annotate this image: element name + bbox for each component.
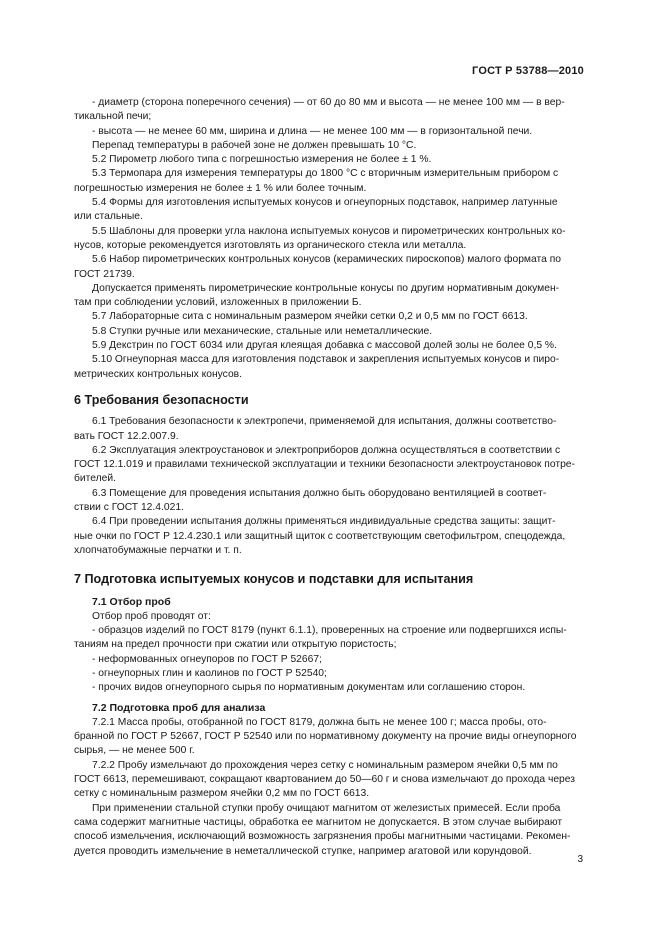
text-line: ГОСТ 21739. bbox=[74, 268, 135, 280]
page-number: 3 bbox=[577, 854, 583, 865]
paragraph bbox=[74, 444, 588, 487]
paragraph bbox=[74, 196, 588, 225]
paragraph bbox=[74, 253, 588, 282]
section-5-continuation bbox=[74, 96, 588, 382]
text-line: 6.2 Эксплуатация электроустановок и электроприборов должна осуществляться в соответствии с bbox=[92, 444, 561, 456]
text-line: ГОСТ 6613, перемешивают, сокращают квартованием до 50—60 г и снова измельчают до прохода через bbox=[74, 774, 576, 786]
text-line: сырья, — не менее 500 г. bbox=[74, 745, 195, 757]
text-line: - неформованных огнеупоров по ГОСТ Р 52667; bbox=[92, 653, 322, 665]
paragraph bbox=[74, 96, 588, 125]
text-line: тикальной печи; bbox=[74, 111, 152, 123]
text-line: 6.4 При проведении испытания должны применяться индивидуальные средства защиты: защит- bbox=[92, 516, 556, 528]
paragraph bbox=[74, 325, 588, 339]
text-line: способ измельчения, исключающий возможность загрязнения пробы магнитными частицами. Рекомен- bbox=[74, 831, 571, 843]
text-line: Перепад температуры в рабочей зоне не должен превышать 10 °С. bbox=[92, 139, 417, 151]
paragraph bbox=[74, 487, 588, 516]
document-code: ГОСТ Р 53788—2010 bbox=[472, 65, 584, 77]
paragraph bbox=[74, 153, 588, 167]
paragraph bbox=[74, 353, 588, 382]
text-line: хлопчатобумажные перчатки и т. п. bbox=[74, 544, 242, 556]
document-body bbox=[74, 96, 588, 859]
text-line: 5.8 Ступки ручные или механические, стальные или неметаллические. bbox=[92, 325, 433, 337]
text-line: 5.5 Шаблоны для проверки угла наклона испытуемых конусов и пирометрических контрольных ко- bbox=[92, 225, 566, 237]
text-line: ствии с ГОСТ 12.4.021. bbox=[74, 502, 184, 514]
subsection-7-2-body bbox=[74, 716, 588, 859]
paragraph bbox=[74, 310, 588, 324]
paragraph bbox=[74, 339, 588, 353]
text-line: 7.2.2 Пробу измельчают до прохождения через сетку с номинальным размером ячейки 0,5 мм по bbox=[92, 759, 558, 771]
section-7-heading: 7 Подготовка испытуемых конусов и подставки для испытания bbox=[74, 572, 474, 587]
paragraph bbox=[74, 716, 588, 759]
section-6-body bbox=[74, 415, 588, 558]
text-line: 5.10 Огнеупорная масса для изготовления подставок и закрепления испытуемых конусов и пиро- bbox=[92, 354, 560, 366]
text-line: 7.2.1 Масса пробы, отобранной по ГОСТ 8179, должна быть не менее 100 г; масса пробы, ото- bbox=[92, 716, 547, 728]
paragraph bbox=[74, 139, 588, 153]
text-line: 5.9 Декстрин по ГОСТ 6034 или другая клеящая добавка с массовой долей золы не более 0,5 %. bbox=[92, 340, 557, 352]
text-line: дуется проводить измельчение в неметаллической ступке, например агатовой или корундовой. bbox=[74, 845, 532, 857]
paragraph bbox=[74, 681, 588, 695]
text-line: 5.6 Набор пирометрических контрольных конусов (керамических пироскопов) малого формата по bbox=[92, 254, 562, 266]
paragraph bbox=[74, 415, 588, 444]
text-line: Допускается применять пирометрические контрольные конусы по другим нормативным докумен- bbox=[92, 282, 560, 294]
text-line: вать ГОСТ 12.2.007.9. bbox=[74, 430, 179, 442]
text-line: сетку с номинальным размером ячейки 0,2 мм по ГОСТ 6613. bbox=[74, 788, 370, 800]
text-line: бранной по ГОСТ Р 52667, ГОСТ Р 52540 или по нормативному документу на прочие виды огнеупорного bbox=[74, 731, 577, 743]
text-line: нусов, которые рекомендуется изготовлять из органического стекла или металла. bbox=[74, 239, 467, 251]
text-line: - прочих видов огнеупорного сырья по нормативным документам или соглашению сторон. bbox=[92, 682, 526, 694]
text-line: 5.7 Лабораторные сита с номинальным размером ячейки сетки 0,2 и 0,5 мм по ГОСТ 6613. bbox=[92, 311, 528, 323]
text-line: - огнеупорных глин и каолинов по ГОСТ Р 52540; bbox=[92, 667, 327, 679]
text-line: 6.3 Помещение для проведения испытания должно быть оборудовано вентиляцией в соответ- bbox=[92, 487, 547, 499]
paragraph bbox=[74, 667, 588, 681]
text-line: Отбор проб проводят от: bbox=[92, 610, 211, 622]
text-line: ГОСТ 12.1.019 и правилами технической эксплуатации и техники безопасности электроустановок потре- bbox=[74, 459, 575, 471]
text-line: 5.4 Формы для изготовления испытуемых конусов и огнеупорных подставок, например латунные bbox=[92, 197, 558, 209]
paragraph bbox=[74, 653, 588, 667]
text-line: или стальные. bbox=[74, 211, 143, 223]
paragraph bbox=[74, 624, 588, 653]
paragraph bbox=[74, 610, 588, 624]
paragraph bbox=[74, 282, 588, 311]
text-line: метрических контрольных конусов. bbox=[74, 368, 242, 380]
text-line: При применении стальной ступки пробу очищают магнитом от железистых примесей. Если проба bbox=[92, 802, 561, 814]
text-line: 5.3 Термопара для измерения температуры до 1800 °С с вторичным измерительным прибором с bbox=[92, 168, 559, 180]
text-line: таниям на предел прочности при сжатии или открытую пористость; bbox=[74, 639, 397, 651]
section-6-heading: 6 Требования безопасности bbox=[74, 392, 249, 407]
text-line: - диаметр (сторона поперечного сечения) — от 60 до 80 мм и высота — не менее 100 мм — в вер- bbox=[92, 97, 565, 108]
paragraph bbox=[74, 167, 588, 196]
text-line: ные очки по ГОСТ Р 12.4.230.1 или защитный щиток с соответствующим светофильтром, спецодежда, bbox=[74, 530, 566, 542]
text-line: - образцов изделий по ГОСТ 8179 (пункт 6.1.1), проверенных на строение или подвергшихся испы- bbox=[92, 625, 567, 637]
paragraph bbox=[74, 225, 588, 254]
text-line: - высота — не менее 60 мм, ширина и длина — не менее 100 мм — в горизонтальной печи. bbox=[92, 125, 533, 137]
subsection-7-1-heading: 7.1 Отбор проб bbox=[92, 595, 171, 608]
paragraph bbox=[74, 802, 588, 859]
text-line: 6.1 Требования безопасности к электропечи, применяемой для испытания, должны соответство- bbox=[92, 416, 557, 428]
text-line: 5.2 Пирометр любого типа с погрешностью измерения не более ± 1 %. bbox=[92, 154, 432, 166]
text-line: бителей. bbox=[74, 473, 116, 485]
paragraph bbox=[74, 515, 588, 558]
paragraph bbox=[74, 125, 588, 139]
subsection-7-1-body bbox=[74, 610, 588, 696]
text-line: сама содержит магнитные частицы, обработка ее магнитом не допускается. В этом случае выбирают bbox=[74, 816, 563, 828]
text-line: погрешностью измерения не более ± 1 % или более точным. bbox=[74, 182, 367, 194]
text-line: там при соблюдении условий, изложенных в приложении Б. bbox=[74, 297, 362, 309]
paragraph bbox=[74, 759, 588, 802]
subsection-7-2-heading: 7.2 Подготовка проб для анализа bbox=[92, 701, 266, 714]
